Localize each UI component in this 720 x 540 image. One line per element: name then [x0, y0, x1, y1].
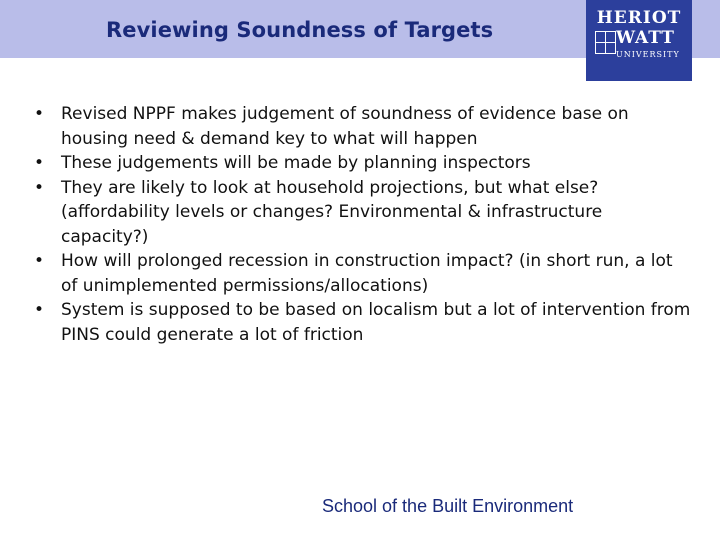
slide-title: Reviewing Soundness of Targets [106, 18, 494, 42]
bullet-text: How will prolonged recession in construction impact? (in short run, a lot of unimplemented permissions/allocations) [61, 251, 673, 296]
logo-line-watt: WATT [616, 28, 675, 48]
bullet-item [34, 102, 694, 151]
logo-line-university: UNIVERSITY [616, 50, 680, 59]
bullet-dot-icon: • [34, 300, 45, 320]
bullet-dot-icon: • [34, 104, 45, 124]
bullet-text: System is supposed to be based on localism but a lot of intervention from PINS could generate a lot of friction [61, 300, 691, 345]
bullet-item [34, 249, 694, 298]
bullet-text: They are likely to look at household projections, but what else? (affordability levels or changes? Environmental & infrastructure capacity?) [61, 177, 603, 247]
bullet-list [34, 102, 694, 347]
bullet-dot-icon: • [34, 177, 45, 198]
bullet-item [34, 151, 694, 176]
bullet-item [34, 176, 694, 250]
bullet-text: These judgements will be made by planning inspectors [61, 153, 531, 173]
bullet-dot-icon: • [34, 153, 45, 173]
bullet-dot-icon: • [34, 251, 45, 271]
footer-school-name: School of the Built Environment [322, 496, 574, 516]
crest-icon [595, 31, 616, 54]
bullet-item [34, 298, 694, 347]
heriot-watt-logo [586, 0, 692, 81]
bullet-text: Revised NPPF makes judgement of soundness of evidence base on housing need & demand key to what will happen [61, 104, 629, 149]
logo-line-heriot: HERIOT [596, 8, 682, 28]
